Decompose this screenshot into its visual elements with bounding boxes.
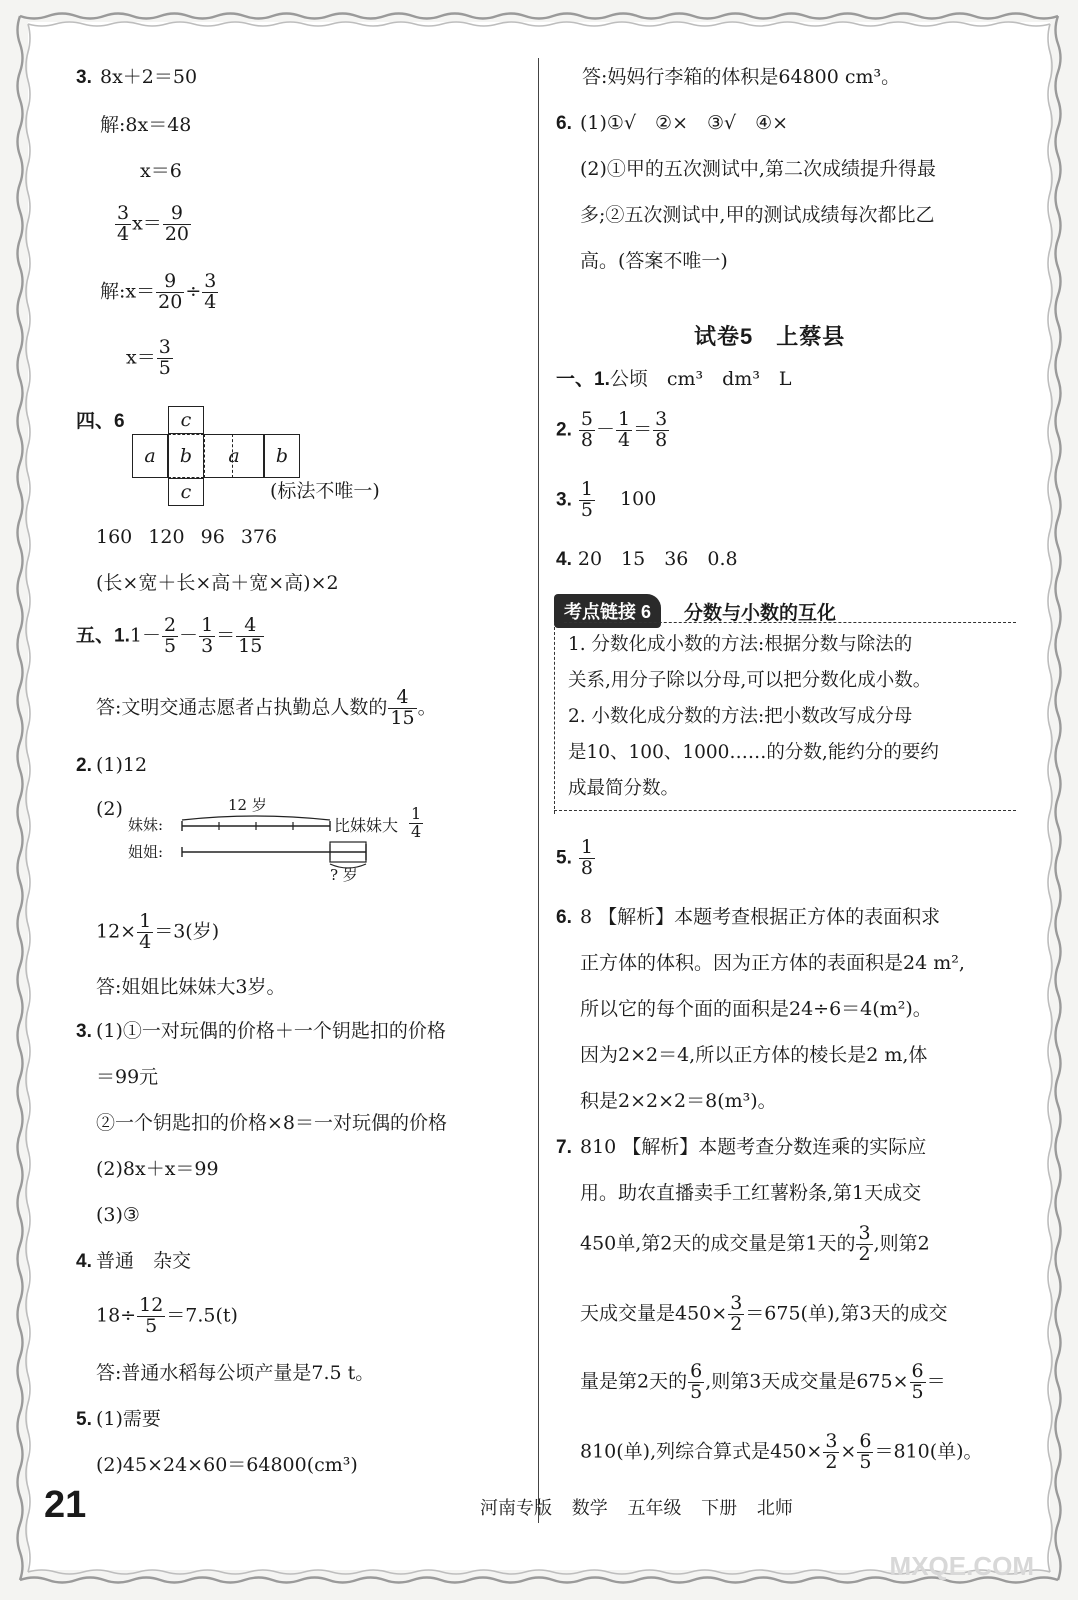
key-point-box (554, 594, 1016, 812)
q5-4-answer: 答:普通水稻每公顷产量是7.5 t。 (96, 1362, 375, 1384)
s5-answer: 5. $\frac{1}{8}$ (556, 836, 593, 879)
q6-line2: (2)①甲的五次测试中,第二次成绩提升得最 (580, 158, 936, 180)
q5-3-line1: (1)①一对玩偶的价格＋一个钥匙扣的价格 (96, 1020, 446, 1042)
q3-number: 3. (76, 67, 92, 88)
s6-number: 6. (556, 907, 572, 928)
diagram-question: ? 岁 (330, 866, 358, 884)
q3-equation-2: $\frac{3}{4}$ x＝ $\frac{9}{20}$ (117, 202, 189, 245)
watermark: MXQE.COM (889, 1551, 1034, 1581)
fraction: $\frac{3}{2}$ (730, 1292, 743, 1335)
q5-4-calc: 18÷ $\frac{12}{5}$ ＝7.5(t) (96, 1294, 238, 1337)
diagram-more-label: 比妹妹大 (334, 816, 399, 835)
fraction: $\frac{1}{3}$ (201, 614, 214, 657)
s3-answer: 3. $\frac{1}{5}$ 100 (556, 478, 657, 521)
q5-3-line3: ②一个钥匙扣的价格×8＝一对玩偶的价格 (96, 1112, 448, 1134)
column-divider (538, 58, 539, 1523)
q6-line1: (1)①√ ②× ③√ ④× (580, 112, 789, 134)
q3-equation: 8x＋2＝50 (100, 66, 198, 88)
key-point-border (554, 622, 555, 814)
key-point-line1: 1. 分数化成小数的方法:根据分数与除法的 (568, 634, 913, 655)
fraction: $\frac{9}{20}$ (164, 202, 189, 245)
key-point-rule (564, 622, 1016, 623)
key-point-line3: 2. 小数化成分数的方法:把小数改写成分母 (568, 706, 913, 727)
fraction: $\frac{1}{4}$ (618, 408, 631, 451)
q4-formula: (长×宽＋长×高＋宽×高)×2 (96, 572, 339, 594)
q5-3-line4: (2)8x＋x＝99 (96, 1158, 219, 1180)
fraction: $\frac{12}{5}$ (139, 1294, 164, 1337)
fraction: $\frac{6}{5}$ (690, 1360, 703, 1403)
s2-answer: 2. $\frac{5}{8}$ － $\frac{1}{4}$ ＝ $\frac{3}{8}$ (556, 408, 668, 451)
q5-3-line2: ＝99元 (96, 1066, 159, 1088)
q5-2-part1: (1)12 (96, 754, 148, 776)
q5-5-line2: (2)45×24×60＝64800(cm³) (96, 1454, 358, 1476)
net-cell: a (204, 434, 264, 478)
q5-1-answer: 答:文明交通志愿者占执勤总人数的 $\frac{4}{15}$ 。 (96, 686, 437, 729)
net-cell-top: c (168, 406, 204, 434)
q3-solution-1b: x＝6 (140, 160, 182, 182)
fraction: $\frac{3}{4}$ (204, 270, 217, 313)
q3-solution-2b: x＝ $\frac{3}{5}$ (126, 336, 171, 379)
s7-line5: 量是第2天的 $\frac{6}{5}$ ,则第3天成交量是675× $\frac{6}{5}$ ＝ (580, 1360, 946, 1403)
key-point-line4: 是10、100、1000……的分数,能约分的要约 (568, 742, 939, 763)
key-point-line5: 成最简分数。 (568, 778, 680, 799)
section-title: 试卷5 上蔡县 (694, 324, 846, 349)
fraction: $\frac{4}{15}$ (390, 686, 415, 729)
q5-3-line5: (3)③ (96, 1204, 140, 1226)
q5-3-number: 3. (76, 1021, 92, 1042)
s7-number: 7. (556, 1137, 572, 1158)
fraction: $\frac{2}{5}$ (163, 614, 177, 657)
q5-5-answer: 答:妈妈行李箱的体积是64800 cm³。 (582, 66, 901, 88)
fraction: $\frac{3}{5}$ (158, 336, 171, 379)
key-point-title: 分数与小数的互化 (684, 603, 837, 624)
fraction: $\frac{6}{5}$ (911, 1360, 924, 1403)
fraction: $\frac{3}{8}$ (655, 408, 668, 451)
s6-line4: 因为2×2＝4,所以正方体的棱长是2 m,体 (580, 1044, 928, 1066)
s7-line6: 810(单),列综合算式是450× $\frac{3}{2}$ × $\frac{6}{5}$ ＝810(单)。 (580, 1430, 983, 1473)
diagram-top-label: 12 岁 (228, 796, 267, 814)
net-cell: b (264, 434, 300, 478)
q5-2-answer: 答:姐姐比妹妹大3岁。 (96, 976, 286, 998)
key-point-rule (554, 810, 1016, 811)
q4-label: 四、6 (76, 411, 125, 432)
diagram-fraction: $\frac{1}{4}$ (411, 804, 422, 841)
q5-4-number: 4. (76, 1251, 92, 1272)
q5-5-line1: (1)需要 (96, 1408, 161, 1430)
s7-line1: 810 【解析】本题考查分数连乘的实际应 (580, 1136, 927, 1158)
net-cell: a (132, 434, 168, 478)
fraction: $\frac{4}{15}$ (238, 614, 263, 657)
s6-line1: 8 【解析】本题考查根据正方体的表面积求 (580, 906, 941, 928)
net-cell: b (168, 434, 204, 478)
q4-values: 160 120 96 376 (96, 526, 278, 548)
s4-answer: 4. 20 15 36 0.8 (556, 548, 738, 570)
fraction: $\frac{5}{8}$ (580, 408, 593, 451)
q4-note: (标法不唯一) (270, 480, 380, 502)
q5-2-calc: 12× $\frac{1}{4}$ ＝3(岁) (96, 910, 220, 953)
diagram-jiejie: 姐姐: (128, 843, 164, 861)
key-point-line2: 关系,用分子除以分母,可以把分数化成小数。 (568, 670, 932, 691)
q5-2-part2: (2) (96, 798, 123, 820)
fraction: $\frac{3}{2}$ (825, 1430, 838, 1473)
s7-line2: 用。助农直播卖手工红薯粉条,第1天成交 (580, 1182, 922, 1204)
fraction: $\frac{1}{8}$ (580, 836, 593, 879)
footer-book-info: 河南专版 数学 五年级 下册 北师 (480, 1498, 793, 1519)
q6-line3: 多;②五次测试中,甲的测试成绩每次都比乙 (580, 204, 935, 226)
q5-4-line1: 普通 杂交 (96, 1250, 192, 1272)
s7-line3: 450单,第2天的成交量是第1天的 $\frac{3}{2}$ ,则第2 (580, 1222, 930, 1265)
fraction: $\frac{6}{5}$ (859, 1430, 872, 1473)
fraction: $\frac{9}{20}$ (158, 270, 183, 313)
fraction: $\frac{3}{2}$ (858, 1222, 871, 1265)
s6-line5: 积是2×2×2＝8(m³)。 (580, 1090, 777, 1112)
s7-line4: 天成交量是450× $\frac{3}{2}$ ＝675(单),第3天的成交 (580, 1292, 948, 1335)
page-number: 21 (44, 1484, 87, 1526)
q5-5-number: 5. (76, 1409, 92, 1430)
q5-1-expression: 五、1.1－ $\frac{2}{5}$ － $\frac{1}{3}$ ＝ $\frac{4}{15}$ (76, 614, 263, 657)
s6-line3: 所以它的每个面的面积是24÷6＝4(m²)。 (580, 998, 932, 1020)
q3-solution-1: 解:8x＝48 (100, 114, 192, 136)
net-cell-bottom: c (168, 478, 204, 506)
q5-2-number: 2. (76, 755, 92, 776)
q6-line4: 高。(答案不唯一) (580, 250, 728, 272)
net-divider (232, 434, 264, 478)
s1-answer: 一、1.公顷 cm³ dm³ L (556, 368, 792, 390)
s6-line2: 正方体的体积。因为正方体的表面积是24 m², (580, 952, 965, 974)
fraction: $\frac{1}{5}$ (580, 478, 593, 521)
q3-solution-2: 解:x＝ $\frac{9}{20}$ ÷ $\frac{3}{4}$ (100, 270, 217, 313)
diagram-meimei: 妹妹: (128, 816, 164, 834)
key-point-badge: 考点链接 6 (554, 594, 661, 628)
fraction: $\frac{3}{4}$ (117, 202, 130, 245)
fraction: $\frac{1}{4}$ (139, 910, 152, 953)
q6-number: 6. (556, 113, 572, 134)
